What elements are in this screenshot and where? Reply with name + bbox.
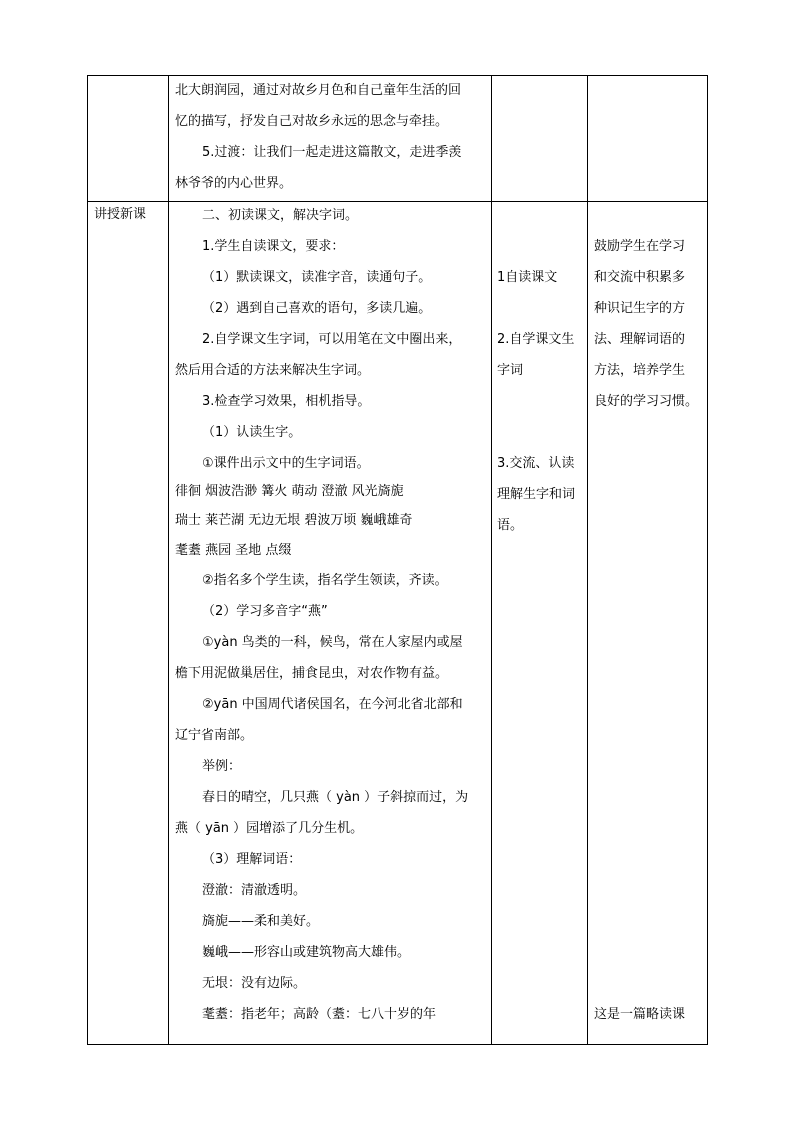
- design-intent-line: 鼓励学生在学习: [594, 239, 686, 254]
- content-line: （2）学习多音字“燕”: [202, 604, 328, 619]
- design-intent-line: 方法，培养学生: [594, 363, 686, 378]
- content-line: 春日的晴空，几只燕（ yàn ）子斜掠而过，为: [202, 790, 469, 805]
- stage-cell: [88, 202, 169, 1045]
- content-line: ②指名多个学生读，指名学生领读，齐读。: [202, 573, 448, 588]
- content-line: （1）默读课文，读准字音，读通句子。: [202, 270, 432, 285]
- content-line: （3）理解词语：: [202, 852, 302, 867]
- content-line: 举例：: [202, 759, 242, 774]
- content-line: 1.学生自读课文，要求：: [202, 239, 345, 254]
- content-line: （2）遇到自己喜欢的语句，多读几遍。: [202, 301, 432, 316]
- design-intent-line: 和交流中积累多: [594, 270, 686, 285]
- vocabulary-line: 耄耋 燕园 圣地 点缀: [175, 543, 292, 558]
- design-intent-line: 良好的学习习惯。: [594, 394, 699, 409]
- table-row: [88, 76, 708, 202]
- student-activity-cell: [492, 202, 588, 1045]
- student-activity-line: 语。: [497, 518, 524, 533]
- student-activity-line: 字词: [497, 363, 524, 378]
- design-intent-line: 这是一篇略读课: [594, 1007, 686, 1022]
- content-line: 二、初读课文，解决字词。: [202, 208, 359, 223]
- content-line: 然后用合适的方法来解决生字词。: [175, 363, 371, 378]
- content-line: 旖旎——柔和美好。: [202, 914, 320, 929]
- stage-label: 讲授新课: [94, 207, 147, 222]
- content-cell: [169, 76, 492, 202]
- student-activity-line: 1自读课文: [497, 270, 558, 285]
- content-line: 忆的描写，抒发自己对故乡永远的思念与牵挂。: [175, 114, 449, 129]
- content-line: ②yān 中国周代诸侯国名，在今河北省北部和: [202, 697, 463, 712]
- vocabulary-line: 徘徊 烟波浩渺 篝火 萌动 澄澈 风光旖旎: [175, 484, 404, 499]
- lesson-plan-table: [87, 75, 708, 1045]
- table-row: [88, 202, 708, 1045]
- student-activity-line: 理解生字和词: [497, 487, 576, 502]
- student-activity-cell: [492, 76, 588, 202]
- content-line: 耄耋：指老年；高龄（耋：七八十岁的年: [202, 1007, 437, 1022]
- content-line: 3.检查学习效果，相机指导。: [202, 394, 371, 409]
- content-line: 燕（ yān ）园增添了几分生机。: [175, 821, 364, 836]
- design-intent-cell: [588, 202, 708, 1045]
- content-line: 辽宁省南部。: [175, 728, 254, 743]
- design-intent-cell: [588, 76, 708, 202]
- stage-cell: [88, 76, 169, 202]
- content-line: 2.自学课文生字词，可以用笔在文中圈出来，: [202, 332, 462, 347]
- student-activity-line: 3.交流、认读: [497, 456, 575, 471]
- content-line: 檐下用泥做巢居住，捕食昆虫，对农作物有益。: [175, 666, 449, 681]
- content-line: 北大朗润园，通过对故乡月色和自己童年生活的回: [175, 83, 462, 98]
- vocabulary-line: 瑞士 莱芒湖 无边无垠 碧波万顷 巍峨雄奇: [175, 513, 413, 528]
- content-line: 巍峨——形容山或建筑物高大雄伟。: [202, 945, 411, 960]
- student-activity-line: 2.自学课文生: [497, 332, 575, 347]
- content-line: 5.过渡：让我们一起走进这篇散文，走进季羡: [202, 145, 462, 160]
- content-line: 无垠：没有边际。: [202, 976, 307, 991]
- content-line: 澄澈：清澈透明。: [202, 883, 307, 898]
- design-intent-line: 法、理解词语的: [594, 332, 686, 347]
- content-line: ①课件出示文中的生字词语。: [202, 456, 370, 471]
- content-line: （1）认读生字。: [202, 425, 302, 440]
- content-cell: [169, 202, 492, 1045]
- content-line: 林爷爷的内心世界。: [175, 176, 293, 191]
- content-line: ①yàn 鸟类的一科，候鸟，常在人家屋内或屋: [202, 635, 463, 650]
- design-intent-line: 种识记生字的方: [594, 301, 686, 316]
